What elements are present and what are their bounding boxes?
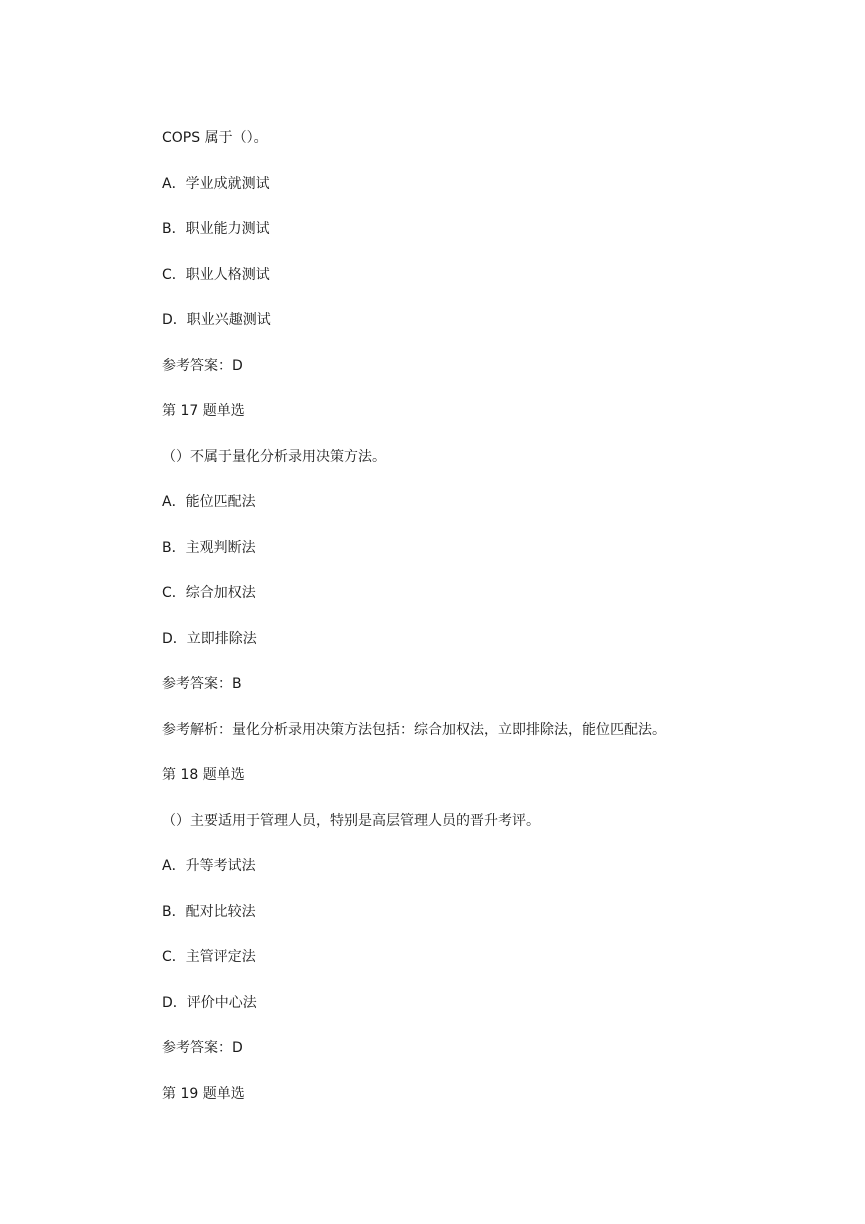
q18-answer: 参考答案：D (162, 1040, 243, 1056)
q16-question: COPS 属于（）。 (162, 130, 268, 146)
q18-option-d: D．评价中心法 (162, 995, 257, 1011)
q19-heading: 第 19 题单选 (162, 1086, 245, 1102)
q18-option-a: A．升等考试法 (162, 858, 256, 874)
q17-answer: 参考答案：B (162, 676, 242, 692)
q16-answer: 参考答案：D (162, 358, 243, 374)
q18-heading: 第 18 题单选 (162, 767, 245, 783)
q17-option-a: A．能位匹配法 (162, 494, 256, 510)
q18-option-b: B．配对比较法 (162, 904, 256, 920)
q17-heading: 第 17 题单选 (162, 403, 245, 419)
q17-option-b: B．主观判断法 (162, 540, 256, 556)
q17-explanation: 参考解析：量化分析录用决策方法包括：综合加权法，立即排除法，能位匹配法。 (162, 722, 666, 738)
q16-option-b: B．职业能力测试 (162, 221, 270, 237)
q17-option-c: C．综合加权法 (162, 585, 256, 601)
q16-option-c: C．职业人格测试 (162, 267, 270, 283)
q17-option-d: D．立即排除法 (162, 631, 257, 647)
q16-option-a: A．学业成就测试 (162, 176, 270, 192)
q18-option-c: C．主管评定法 (162, 949, 256, 965)
q17-question: （）不属于量化分析录用决策方法。 (162, 449, 386, 465)
q18-question: （）主要适用于管理人员，特别是高层管理人员的晋升考评。 (162, 813, 540, 829)
q16-option-d: D．职业兴趣测试 (162, 312, 271, 328)
